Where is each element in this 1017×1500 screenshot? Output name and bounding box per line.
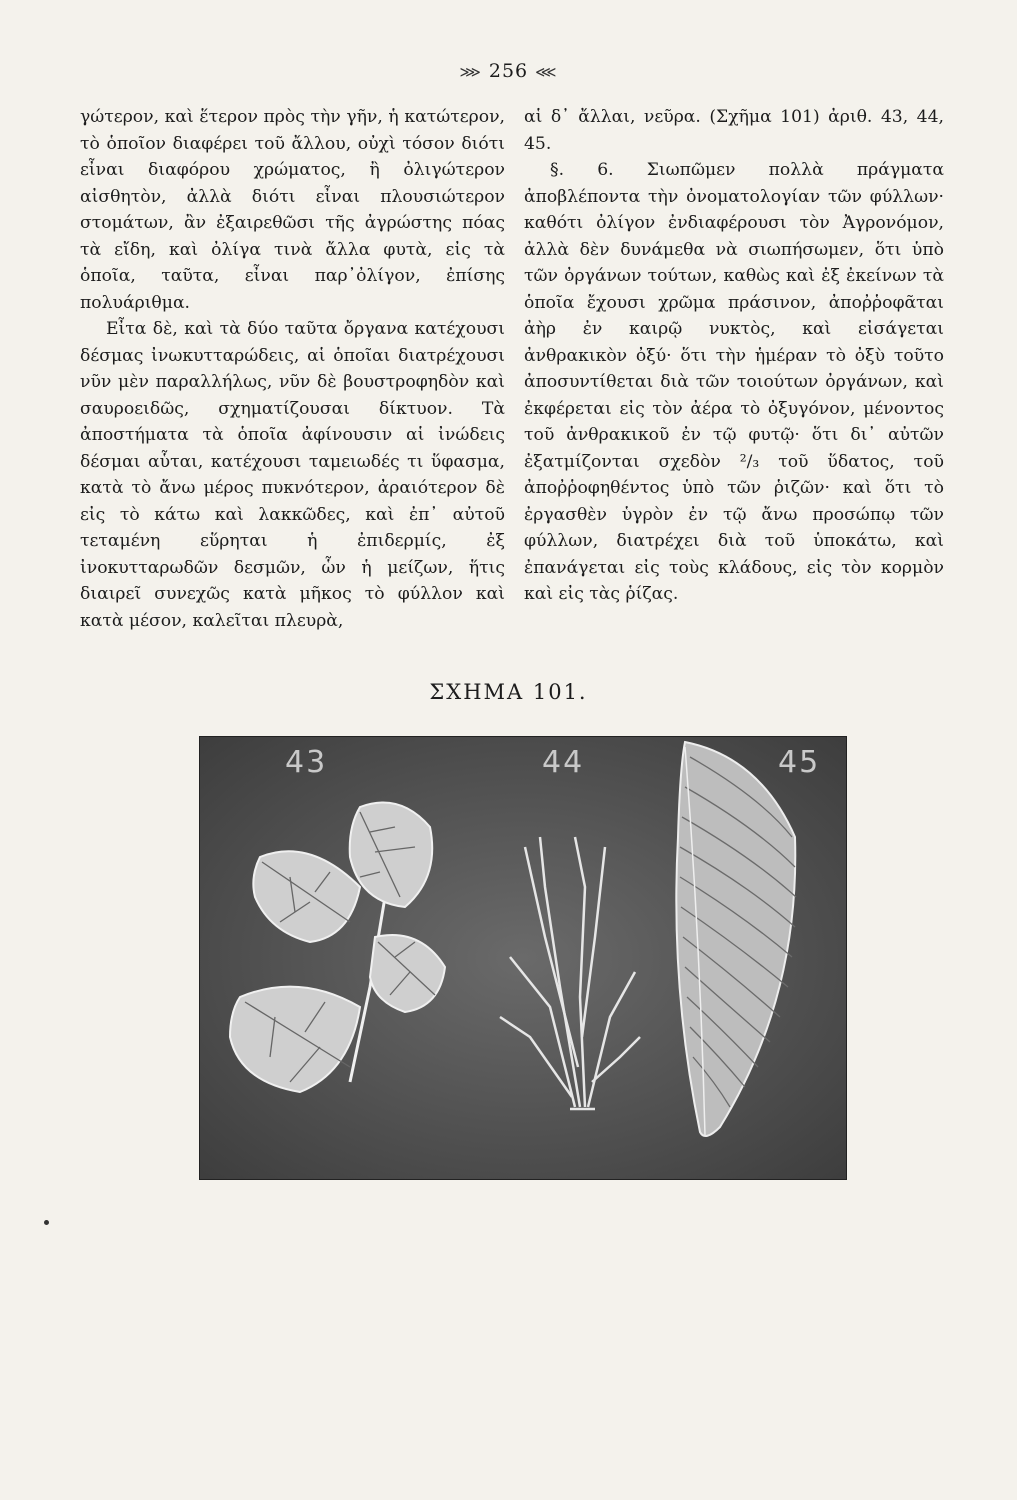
page-header bbox=[0, 60, 1017, 82]
figure-caption: ΣΧΗΜΑ 101. bbox=[429, 680, 588, 704]
figure-label-44: 44 bbox=[542, 745, 585, 780]
paragraph: Εἶτα δὲ, καὶ τὰ δύο ταῦτα ὄργανα κατέχουσι δέσμας ἰνωκυτταρώδεις, αἱ ὁποῖαι διατρέχουσι νῦν μὲν παραλλήλως, νῦν δὲ βουστροφηδὸν καὶ σαυροειδῶς, σχηματίζουσαι δίκτυον. Τὰ ἀποστήματα τὰ ὁποῖα ἀφίνουσιν αἱ ἰνώδεις δέσμαι αὗται, κατέχουσι ταμειωδές τι ὕφασμα, κατὰ τὸ ἄνω μέρος πυκνότερον, ἀραιότερον δὲ εἰς τὸ κάτω καὶ λακκῶδες, καὶ ἐπ᾽ αὐτοῦ τεταμένη εὕρηται ἡ ἐπιδερμίς, ἐξ ἰνοκυτταρωδῶν δεσμῶν, ὧν ἡ μείζων, ἥτις διαιρεῖ συνεχῶς κατὰ μῆκος τὸ φύλλον καὶ κατὰ μέσον, καλεῖται πλευρὰ, bbox=[80, 319, 505, 631]
left-text-column bbox=[80, 104, 505, 634]
figure-label-43: 43 bbox=[285, 745, 328, 780]
figure-label-45: 45 bbox=[778, 745, 821, 780]
right-text-column bbox=[524, 104, 944, 608]
ornament-right-icon: ⋘ bbox=[535, 63, 558, 81]
figure-engraving bbox=[199, 736, 847, 1180]
paragraph: §. 6. Σιωπῶμεν πολλὰ πράγματα ἀποβλέποντα τὴν ὀνοματολογίαν τῶν φύλλων· καθότι ὀλίγον ἐνδιαφέρουσι τὸν Ἀγρονόμον, ἀλλὰ δὲν δυνάμεθα νὰ σιωπήσωμεν, ὅτι ὑπὸ τῶν ὀργάνων τούτων, καθὼς καὶ ἐξ ἐκείνων τὰ ὁποῖα ἔχουσι χρῶμα πράσινον, ἀποῤῥοφᾶται ἀὴρ ἐν καιρῷ νυκτὸς, καὶ εἰσάγεται ἀνθρακικὸν ὀξύ· ὅτι τὴν ἡμέραν τὸ ὀξὺ τοῦτο ἀποσυντίθεται διὰ τῶν τοιούτων ὀργάνων, καὶ ἐκφέρεται εἰς τὸν ἀέρα τὸ ὀξυγόνον, μένοντος τοῦ ἀνθρακικοῦ ἐν τῷ φυτῷ· ὅτι δι᾽ αὐτῶν ἐξατμίζονται σχεδὸν ²/₃ τοῦ ὕδατος, τοῦ ἀποῤῥοφηθέντος ὑπὸ τῶν ῥιζῶν· καὶ ὅτι τὸ ἐργασθὲν ὑγρὸν ἐν τῷ ἄνω προσώπῳ τῶν φύλλων, διατρέχει διὰ τοῦ ὑποκάτω, καὶ ἐπανάγεται εἰς τοὺς κλάδους, εἰς τὸν κορμὸν καὶ εἰς τὰς ῥίζας. bbox=[524, 160, 944, 604]
paragraph: γώτερον, καὶ ἕτερον πρὸς τὴν γῆν, ἡ κατώτερον, τὸ ὁποῖον διαφέρει τοῦ ἄλλου, οὐχὶ τόσον διότι εἶναι διαφόρου χρώματος, ἢ ὀλιγώτερον αἰσθητὸν, ἀλλὰ διότι εἶναι πλουσιώτερον στομάτων, ἂν ἐξαιρεθῶσι τῆς ἀγρώστης πόας τὰ εἴδη, καὶ ὀλίγα τινὰ ἄλλα φυτὰ, εἰς τὰ ὁποῖα, ταῦτα, εἶναι παρ᾽ὀλίγον, ἐπίσης πολυάριθμα. bbox=[80, 107, 505, 313]
paragraph: αἱ δ᾽ ἄλλαι, νεῦρα. (Σχῆμα 101) ἀριθ. 43, 44, 45. bbox=[524, 107, 944, 154]
page-number: 256 bbox=[488, 60, 529, 82]
leaf-illustration bbox=[200, 737, 846, 1179]
ornament-left-icon: ⋙ bbox=[459, 63, 482, 81]
stray-mark bbox=[44, 1220, 49, 1225]
